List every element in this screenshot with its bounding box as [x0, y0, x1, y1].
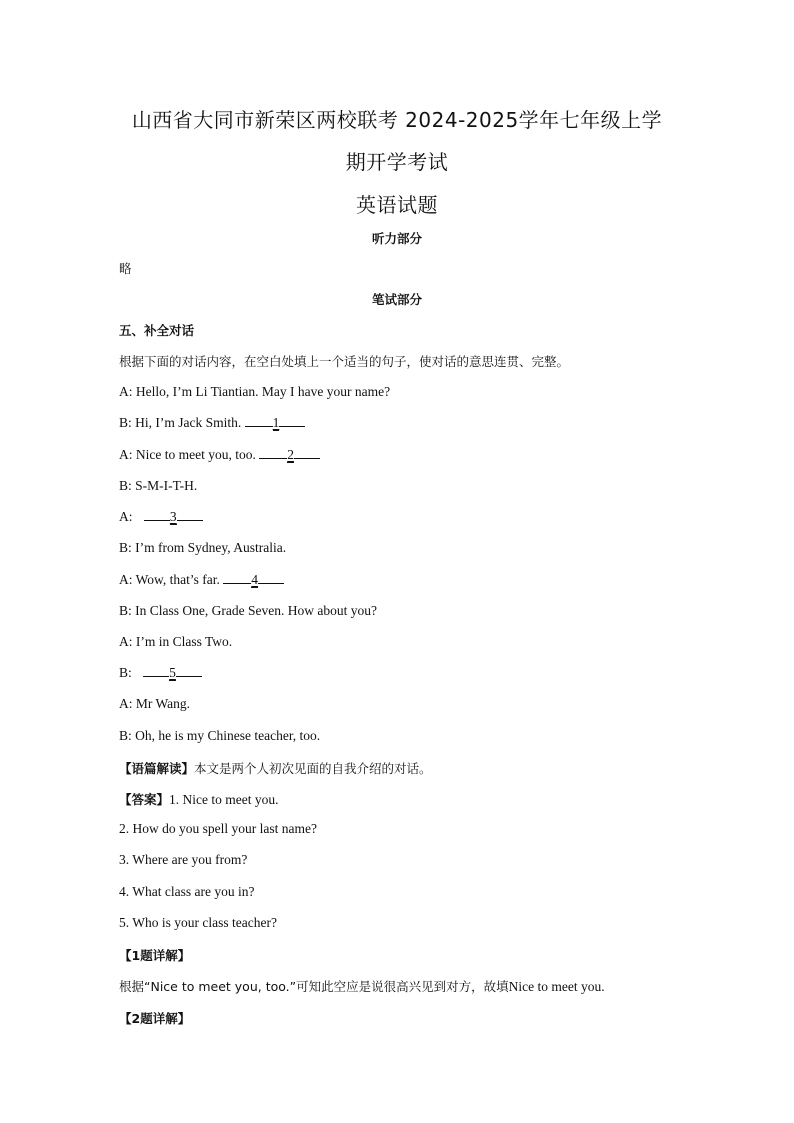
detail-1-text	[119, 977, 605, 995]
speaker-label: A:	[119, 384, 133, 399]
answer-line	[119, 790, 279, 808]
passage-analysis	[119, 759, 432, 777]
dialogue-text: Hello, I’m Li Tiantian. May I have your name?	[135, 384, 391, 399]
blank-number: 2	[287, 447, 294, 462]
analysis-text: 本文是两个人初次见面的自我介绍的对话。	[194, 761, 432, 776]
dialogue-text: I’m from Sydney, Australia.	[135, 540, 287, 555]
dialogue-text: Mr Wang.	[135, 696, 191, 711]
blank-number: 5	[169, 665, 176, 680]
dialogue-line	[119, 447, 320, 463]
dialogue-line	[119, 384, 390, 400]
answer-blank	[143, 665, 202, 681]
detail-1-answer: Nice to meet you.	[508, 979, 605, 994]
exam-subject-title: 英语试题	[356, 193, 438, 217]
answer-blank	[144, 509, 203, 525]
dialogue-line	[119, 509, 203, 525]
part5-heading: 五、补全对话	[119, 323, 195, 338]
speaker-label: A:	[119, 447, 133, 462]
answer-item: 3. Where are you from?	[119, 852, 248, 867]
dialogue-text: S-M-I-T-H.	[135, 478, 198, 493]
answer-item: 4. What class are you in?	[119, 884, 255, 899]
dialogue-text: Wow, that’s far.	[135, 572, 224, 587]
dialogue-text: I’m in Class Two.	[135, 634, 233, 649]
listening-heading: 听力部分	[371, 231, 422, 246]
dialogue-line	[119, 728, 320, 744]
dialogue-line	[119, 603, 377, 619]
exam-title-line-1: 山西省大同市新荣区两校联考 2024-2025学年七年级上学	[131, 108, 663, 132]
speaker-label: A:	[119, 509, 133, 524]
dialogue-line	[119, 634, 232, 650]
listening-omitted: 略	[119, 261, 132, 276]
analysis-label: 【语篇解读】	[119, 761, 195, 776]
answer-item: 2. How do you spell your last name?	[119, 821, 317, 836]
blank-number: 1	[272, 415, 280, 430]
speaker-label: B:	[119, 665, 132, 680]
answer-item: 5. Who is your class teacher?	[119, 915, 277, 930]
dialogue-line	[119, 572, 284, 588]
speaker-label: A:	[119, 634, 133, 649]
blank-number: 3	[169, 509, 177, 524]
speaker-label: B:	[119, 415, 132, 430]
answer-label: 【答案】	[119, 792, 170, 807]
dialogue-line	[119, 415, 305, 431]
dialogue-text: Nice to meet you, too.	[135, 447, 260, 462]
dialogue-text: In Class One, Grade Seven. How about you?	[135, 603, 377, 618]
detail-1-label: 【1题详解】	[119, 948, 191, 963]
speaker-label: B:	[119, 478, 132, 493]
answer-item: 1. Nice to meet you.	[169, 792, 279, 807]
part5-instruction: 根据下面的对话内容，在空白处填上一个适当的句子，使对话的意思连贯、完整。	[119, 354, 570, 369]
speaker-label: B:	[119, 728, 132, 743]
dialogue-text: Oh, he is my Chinese teacher, too.	[135, 728, 321, 743]
detail-2-label: 【2题详解】	[119, 1011, 191, 1026]
blank-number: 4	[251, 572, 259, 587]
exam-title-line-2: 期开学考试	[345, 150, 449, 174]
speaker-label: B:	[119, 540, 132, 555]
detail-1-explanation: 根据“Nice to meet you, too.”可知此空应是说很高兴见到对方，故填	[119, 979, 509, 994]
answer-blank	[245, 415, 306, 431]
dialogue-line	[119, 478, 197, 494]
dialogue-line	[119, 665, 202, 681]
answer-blank	[223, 572, 284, 588]
dialogue-text: Hi, I’m Jack Smith.	[135, 415, 245, 430]
written-heading: 笔试部分	[371, 292, 422, 307]
answer-blank	[259, 447, 320, 463]
speaker-label: A:	[119, 696, 133, 711]
speaker-label: B:	[119, 603, 132, 618]
dialogue-line	[119, 696, 190, 712]
dialogue-line	[119, 540, 286, 556]
speaker-label: A:	[119, 572, 133, 587]
